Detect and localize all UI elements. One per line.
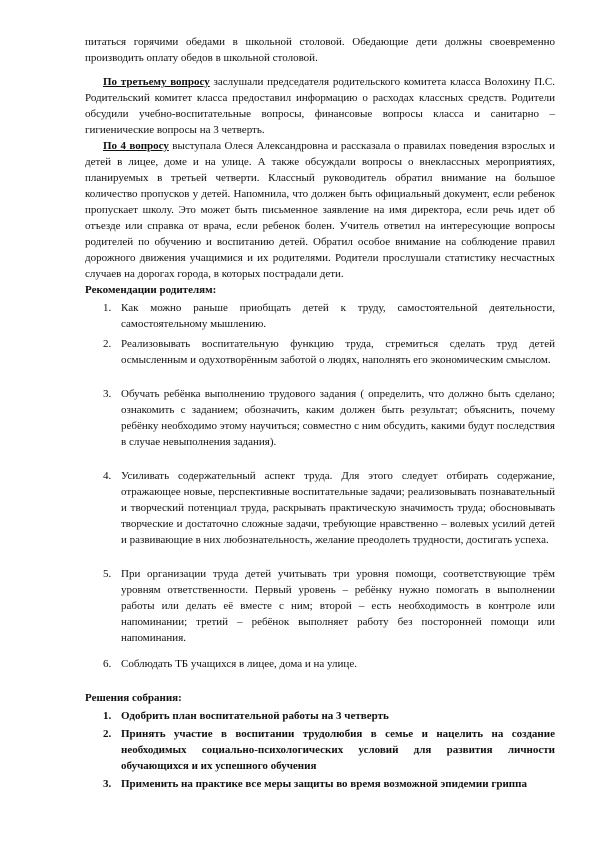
recommendation-text: Обучать ребёнка выполнению трудового задания ( определить, что должно быть сделано; ознакомить с заданием; обозначить, каким должен быть результат; объяснить, почему ребёнку необходимо этому научиться; совместно с ним обсудить, какими будут последствия в случае невыполнения задания). [121, 388, 555, 448]
recommendation-text: При организации труда детей учитывать три уровня помощи, соответствующие трём уровням ответственности. Первый уровень – ребёнку нужно помогать в выполнении работы или делать её вместе с ним; второй – есть необходимость в контроле или напоминании; третий – ребёнок выполняет работу без посторонней помощи или напоминания. [121, 568, 555, 644]
decision-item [85, 776, 555, 792]
list-number: 4. [103, 470, 112, 482]
fourth-question-text: выступала Олеся Александровна и рассказала о правилах поведения взрослых и детей в лицее, доме и на улице. А также обсуждали вопросы о внеклассных мероприятиях, планируемых в третьей четверти. Классный руководитель обратил внимание на большое количество пропусков у детей. Напомнила, что должен быть официальный документ, если ребенок пропускает школу. Это может быть письменное заявление на имя директора, если речь идет об отъезде или справка от врача, если ребенок болен. Учитель ответил на интересующие вопросы родителей по обучению и воспитанию детей. Обратил особое внимание на соблюдение правил дорожного движения учащимися и их родителями. Родители прослушали статистику несчастных случаев на дорогах города, в которых пострадали дети. [85, 140, 555, 280]
list-number: 2. [103, 728, 112, 740]
decisions-list [85, 708, 555, 792]
third-question-lead: По третьему вопросу [103, 76, 210, 88]
recommendation-item [85, 336, 555, 368]
decision-text: Применить на практике все меры защиты во время возможной эпидемии гриппа [121, 778, 527, 790]
list-number: 5. [103, 568, 112, 580]
recommendation-item [85, 300, 555, 332]
third-question-text: заслушали председателя родительского комитета класса Волохину П.С. Родительский комитет класса предоставил информацию о расходах классных средств. Родители обсудили учебно-воспитательные вопросы, финансовые вопросы класса и санитарно – гигиенические вопросы на 3 четверть. [85, 76, 555, 136]
recommendations-heading: Рекомендации родителям: [85, 284, 217, 296]
list-number: 3. [103, 778, 112, 790]
list-number: 1. [103, 710, 112, 722]
recommendation-item [85, 468, 555, 548]
recommendation-text: Соблюдать ТБ учащихся в лицее, дома и на улице. [121, 658, 357, 670]
list-number: 1. [103, 302, 112, 314]
decision-item [85, 726, 555, 774]
decision-item [85, 708, 555, 724]
list-number: 6. [103, 658, 112, 670]
intro-paragraph: питаться горячими обедами в школьной столовой. Обедающие дети должны своевременно производить оплату обедов в школьной столовой. [85, 36, 555, 64]
decision-text: Принять участие в воспитании трудолюбия в семье и нацелить на создание необходимых социально-психологических условий для развития личности обучающихся и их успешного обучения [121, 728, 555, 772]
decisions-heading: Решения собрания: [85, 692, 182, 704]
fourth-question-lead: По 4 вопросу [103, 140, 169, 152]
recommendation-item [85, 566, 555, 646]
third-question-paragraph [85, 74, 555, 138]
recommendation-item [85, 656, 555, 672]
document-page [85, 34, 555, 792]
list-number: 2. [103, 338, 112, 350]
decision-text: Одобрить план воспитательной работы на 3 четверть [121, 710, 389, 722]
fourth-question-paragraph [85, 138, 555, 282]
list-number: 3. [103, 388, 112, 400]
recommendation-item [85, 386, 555, 450]
recommendation-text: Усиливать содержательный аспект труда. Для этого следует отбирать содержание, отражающее новые, перспективные воспитательные задачи; реализовывать познавательный и творческий потенциал труда, раскрывать практическую значимость труда; обосновывать творческие и достаточно сложные задачи, требующие нравственно – волевых усилий детей и развивающие в них любознательность, желание преодолеть трудности, достигать успеха. [121, 470, 555, 546]
recommendation-text: Как можно раньше приобщать детей к труду, самостоятельной деятельности, самостоятельному мышлению. [121, 302, 555, 330]
recommendation-text: Реализовывать воспитательную функцию труда, стремиться сделать труд детей осмысленным и одухотворённым заботой о людях, наполнять его экономическим смыслом. [121, 338, 555, 366]
recommendations-list [85, 300, 555, 672]
